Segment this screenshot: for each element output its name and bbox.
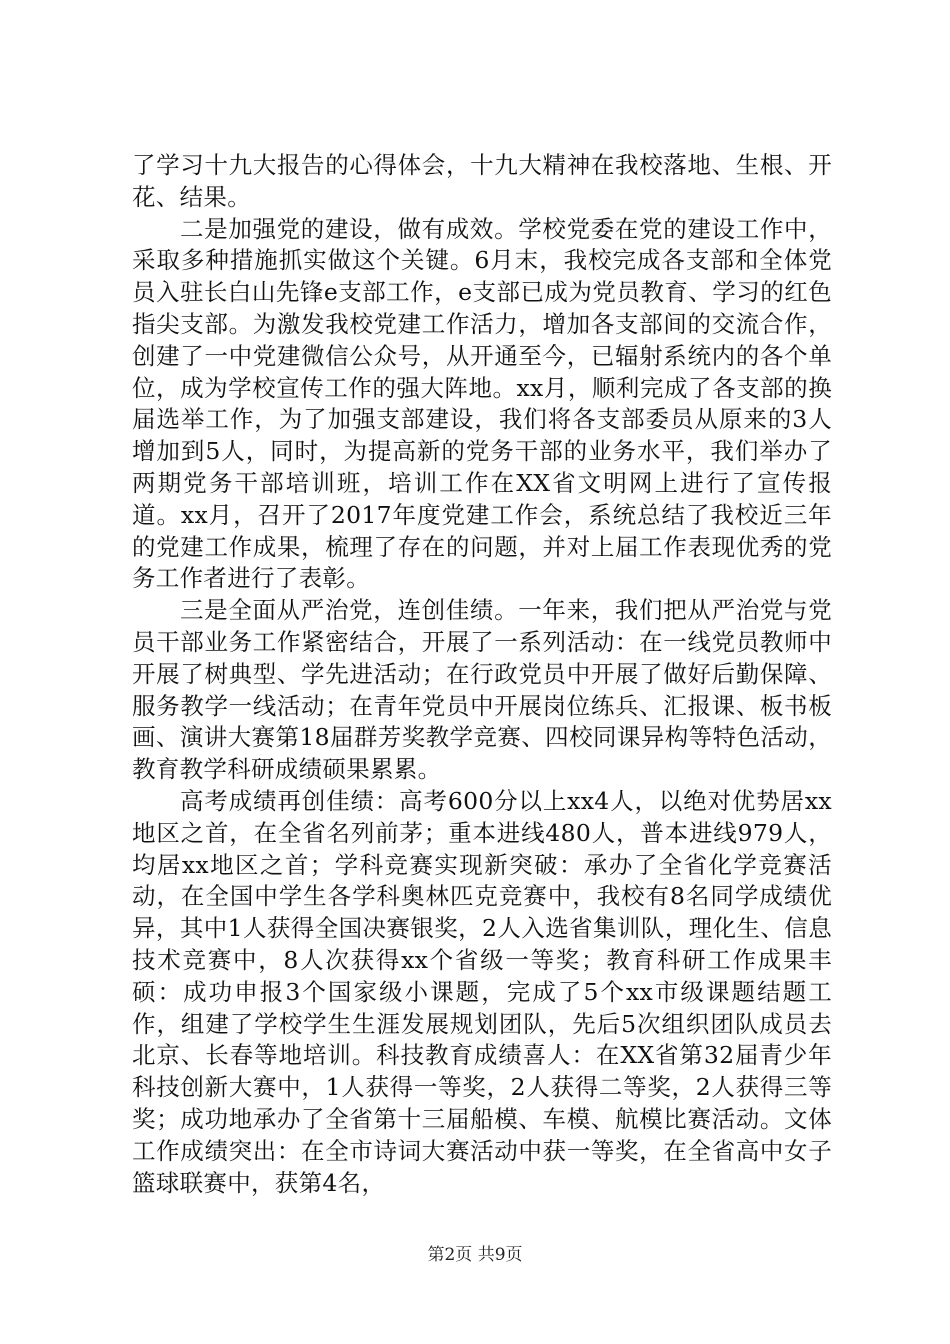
paragraph-party-building: 二是加强党的建设，做有成效。学校党委在党的建设工作中，采取多种措施抓实做这个关键。6月末，我校完成各支部和全体党员入驻长白山先锋e支部工作，e支部已成为党员教育、学习的红色指尖支部。为激发我校党建工作活力，增加各支部间的交流合作，创建了一中党建微信公众号，从开通至今，已辐射系统内的各个单位，成为学校宣传工作的强大阵地。xx月，顺利完成了各支部的换届选举工作，为了加强支部建设，我们将各支部委员从原来的3人增加到5人，同时，为提高新的党务干部的业务水平，我们举办了两期党务干部培训班，培训工作在XX省文明网上进行了宣传报道。xx月，召开了2017年度党建工作会，系统总结了我校近三年的党建工作成果，梳理了存在的问题，并对上届工作表现优秀的党务工作者进行了表彰。 — [132, 214, 832, 593]
document-body — [132, 150, 832, 1199]
page-number-footer: 第2页 共9页 — [427, 1245, 523, 1265]
paragraph-strict-governance: 三是全面从严治党，连创佳绩。一年来，我们把从严治党与党员干部业务工作紧密结合，开展了一系列活动：在一线党员教师中开展了树典型、学先进活动；在行政党员中开展了做好后勤保障、服务教学一线活动；在青年党员中开展岗位练兵、汇报课、板书板画、演讲大赛第18届群芳奖教学竞赛、四校同课异构等特色活动，教育教学科研成绩硕果累累。 — [132, 596, 832, 784]
paragraph-exam-results: 高考成绩再创佳绩：高考600分以上xx4人，以绝对优势居xx地区之首，在全省名列前茅；重本进线480人，普本进线979人，均居xx地区之首；学科竞赛实现新突破：承办了全省化学竞赛活动，在全国中学生各学科奥林匹克竞赛中，我校有8名同学成绩优异，其中1人获得全国决赛银奖，2人入选省集训队，理化生、信息技术竞赛中，8人次获得xx个省级一等奖；教育科研工作成果丰硕：成功申报3个国家级小课题，完成了5个xx市级课题结题工作，组建了学校学生生涯发展规划团队，先后5次组织团队成员去北京、长春等地培训。科技教育成绩喜人：在XX省第32届青少年科技创新大赛中，1人获得一等奖，2人获得二等奖，2人获得三等奖；成功地承办了全省第十三届船模、车模、航模比赛活动。文体工作成绩突出：在全市诗词大赛活动中获一等奖，在全省高中女子篮球联赛中，获第4名， — [132, 786, 832, 1197]
paragraph-continuation: 了学习十九大报告的心得体会，十九大精神在我校落地、生根、开花、结果。 — [132, 151, 832, 211]
